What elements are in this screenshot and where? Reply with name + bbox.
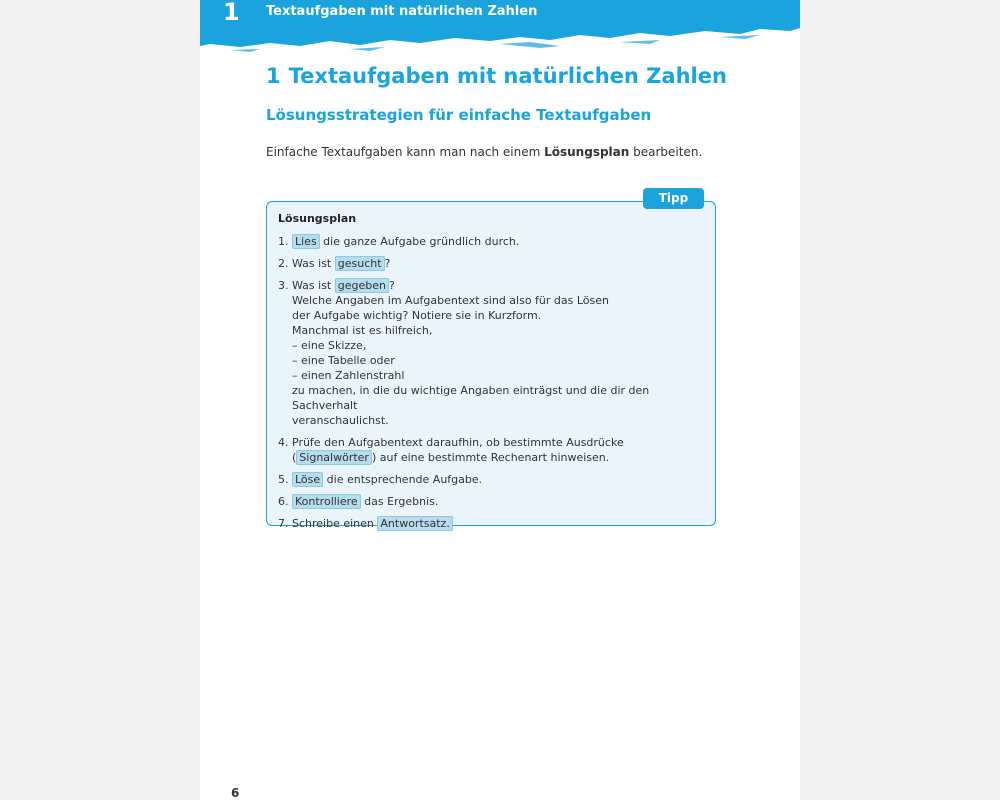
step-keyword-highlight: Antwortsatz. [377, 516, 452, 531]
step-text: ? [388, 279, 395, 292]
step-number: 7. [278, 517, 289, 530]
list-item [278, 234, 708, 249]
step-text-line: zu machen, in die du wichtige Angaben einträgst und die dir den Sachverhalt [292, 384, 650, 412]
step-text-line: der Aufgabe wichtig? Notiere sie in Kurzform. [292, 309, 542, 322]
intro-text-after: bearbeiten. [629, 145, 703, 159]
step-number: 2. [278, 257, 289, 270]
list-item [278, 472, 708, 487]
list-item [278, 256, 708, 271]
running-title: Textaufgaben mit natürlichen Zahlen [266, 4, 538, 19]
step-text: ? [384, 257, 391, 270]
step-text: die entsprechende Aufgabe. [323, 473, 483, 486]
intro-text-before: Einfache Textaufgaben kann man nach einem [266, 145, 545, 159]
chapter-banner [200, 0, 800, 56]
step-text-line: – eine Tabelle oder [292, 354, 395, 367]
step-number: 4. [278, 436, 289, 449]
step-text-line: veranschaulichst. [292, 414, 389, 427]
step-text: das Ergebnis. [360, 495, 439, 508]
step-text: die ganze Aufgabe gründlich durch. [319, 235, 520, 248]
tipp-label-tab: Tipp [643, 188, 704, 209]
step-text-line: Manchmal ist es hilfreich, [292, 324, 433, 337]
step-number: 5. [278, 473, 289, 486]
step-text: Schreibe einen [292, 517, 378, 530]
intro-text-bold: Lösungsplan [544, 145, 630, 159]
step-number: 6. [278, 495, 289, 508]
step-text-line: – einen Zahlenstrahl [292, 369, 405, 382]
step-text-line: – eine Skizze, [292, 339, 367, 352]
intro-paragraph [266, 145, 702, 159]
step-number: 3. [278, 279, 289, 292]
step-text-line: Welche Angaben im Aufgabentext sind also für das Lösen [292, 294, 610, 307]
book-page [200, 0, 800, 800]
tipp-box [266, 201, 716, 530]
step-keyword-highlight: gesucht [335, 256, 385, 271]
step-number: 1. [278, 235, 289, 248]
solution-steps-list [278, 234, 708, 538]
step-text-line: Prüfe den Aufgabentext daraufhin, ob bestimmte Ausdrücke [292, 436, 624, 449]
step-text: ) auf eine bestimmte Rechenart hinweisen. [371, 451, 610, 464]
step-keyword-highlight: Lies [292, 234, 320, 249]
step-keyword-highlight: Löse [292, 472, 323, 487]
list-item [278, 494, 708, 509]
list-item [278, 435, 708, 465]
list-item [278, 516, 708, 531]
chapter-number: 1 [223, 0, 240, 26]
list-item [278, 278, 708, 428]
chapter-heading-number: 1 [266, 64, 281, 88]
chapter-heading [266, 64, 727, 88]
page-number: 6 [231, 786, 240, 800]
step-keyword-highlight: Signalwörter [296, 450, 372, 465]
chapter-heading-title: Textaufgaben mit natürlichen Zahlen [288, 64, 727, 88]
step-text: Was ist [292, 257, 335, 270]
step-keyword-highlight: Kontrolliere [292, 494, 361, 509]
step-keyword-highlight: gegeben [335, 278, 389, 293]
step-text: ( [292, 451, 297, 464]
step-text: Was ist [292, 279, 335, 292]
tipp-box-title: Lösungsplan [278, 212, 357, 225]
section-heading: Lösungsstrategien für einfache Textaufgaben [266, 106, 652, 124]
